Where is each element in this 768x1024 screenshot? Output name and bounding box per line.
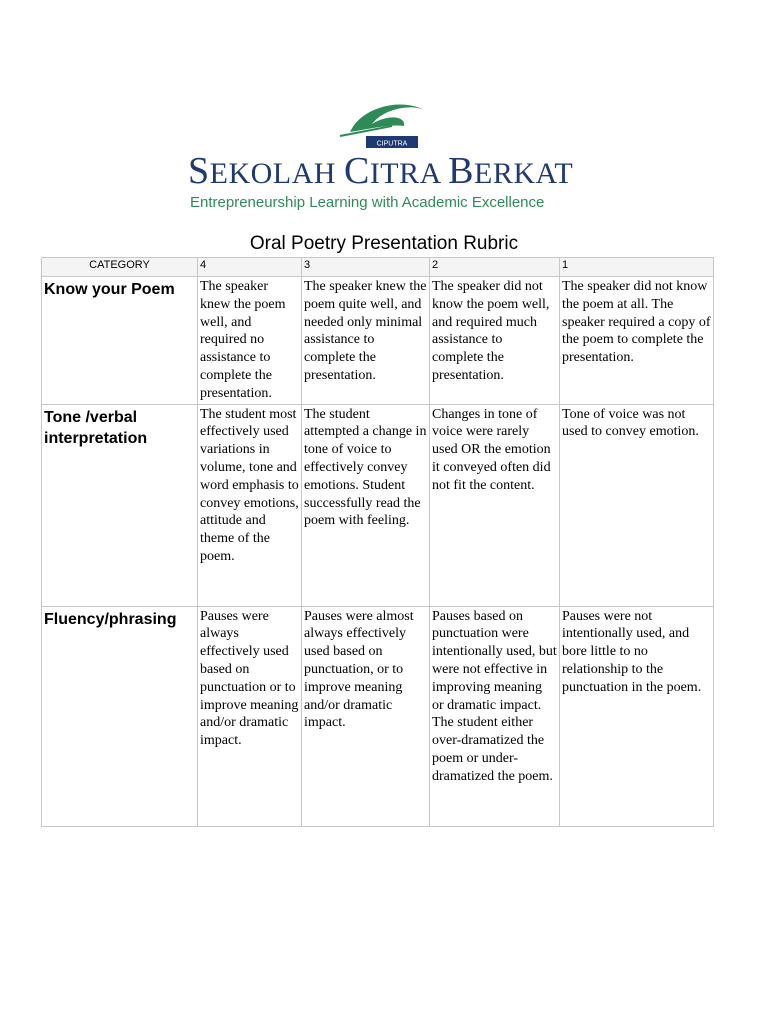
table-cell: The speaker did not know the poem well, and required much assistance to complete the presentation. xyxy=(430,277,560,405)
table-cell: The speaker knew the poem quite well, and needed only minimal assistance to complete the presentation. xyxy=(302,277,430,405)
rubric-table xyxy=(41,257,714,827)
table-cell: Pauses were not intentionally used, and bore little to no relationship to the punctuation in the poem. xyxy=(560,606,714,826)
header-category: CATEGORY xyxy=(42,258,198,277)
row-category: Tone /verbal interpretation xyxy=(42,404,198,606)
school-name-initial: S xyxy=(188,150,210,192)
table-cell: Pauses were almost always effectively used based on punctuation, or to improve meaning and/or dramatic impact. xyxy=(302,606,430,826)
table-cell: The student most effectively used variations in volume, tone and word emphasis to convey emotions, attitude and theme of the poem. xyxy=(198,404,302,606)
school-name-rest: ITRA xyxy=(369,157,449,190)
school-name-rest: EKOLAH xyxy=(209,157,344,190)
table-cell: Changes in tone of voice were rarely used OR the emotion it conveyed often did not fit the content. xyxy=(430,404,560,606)
school-tagline: Entrepreneurship Learning with Academic Excellence xyxy=(190,194,545,211)
table-row xyxy=(42,404,714,606)
table-cell: The student attempted a change in tone of voice to effectively convey emotions. Student successfully read the poem with feeling. xyxy=(302,404,430,606)
table-header-row xyxy=(42,258,714,277)
table-cell: The speaker knew the poem well, and required no assistance to complete the presentation. xyxy=(198,277,302,405)
school-name-initial: B xyxy=(448,150,475,192)
table-cell: Pauses were always effectively used based on punctuation or to improve meaning and/or dramatic impact. xyxy=(198,606,302,826)
header-score-4: 4 xyxy=(198,258,302,277)
table-row xyxy=(42,606,714,826)
row-category: Fluency/phrasing xyxy=(42,606,198,826)
table-cell: Tone of voice was not used to convey emotion. xyxy=(560,404,714,606)
logo-text: CIPUTRA xyxy=(376,140,408,148)
header-score-3: 3 xyxy=(302,258,430,277)
row-category: Know your Poem xyxy=(42,277,198,405)
header-score-2: 2 xyxy=(430,258,560,277)
school-name xyxy=(188,152,573,190)
school-name-rest: ERKAT xyxy=(474,157,574,190)
table-cell: Pauses based on punctuation were intentionally used, but were not effective in improving meaning or dramatic impact. The student either over-dramatized the poem or under-dramatized the poem. xyxy=(430,606,560,826)
table-cell: The speaker did not know the poem at all. The speaker required a copy of the poem to complete the presentation. xyxy=(560,277,714,405)
ciputra-logo xyxy=(332,96,432,152)
table-row xyxy=(42,277,714,405)
header-score-1: 1 xyxy=(560,258,714,277)
page-title: Oral Poetry Presentation Rubric xyxy=(249,233,519,254)
school-name-initial: C xyxy=(343,150,370,192)
